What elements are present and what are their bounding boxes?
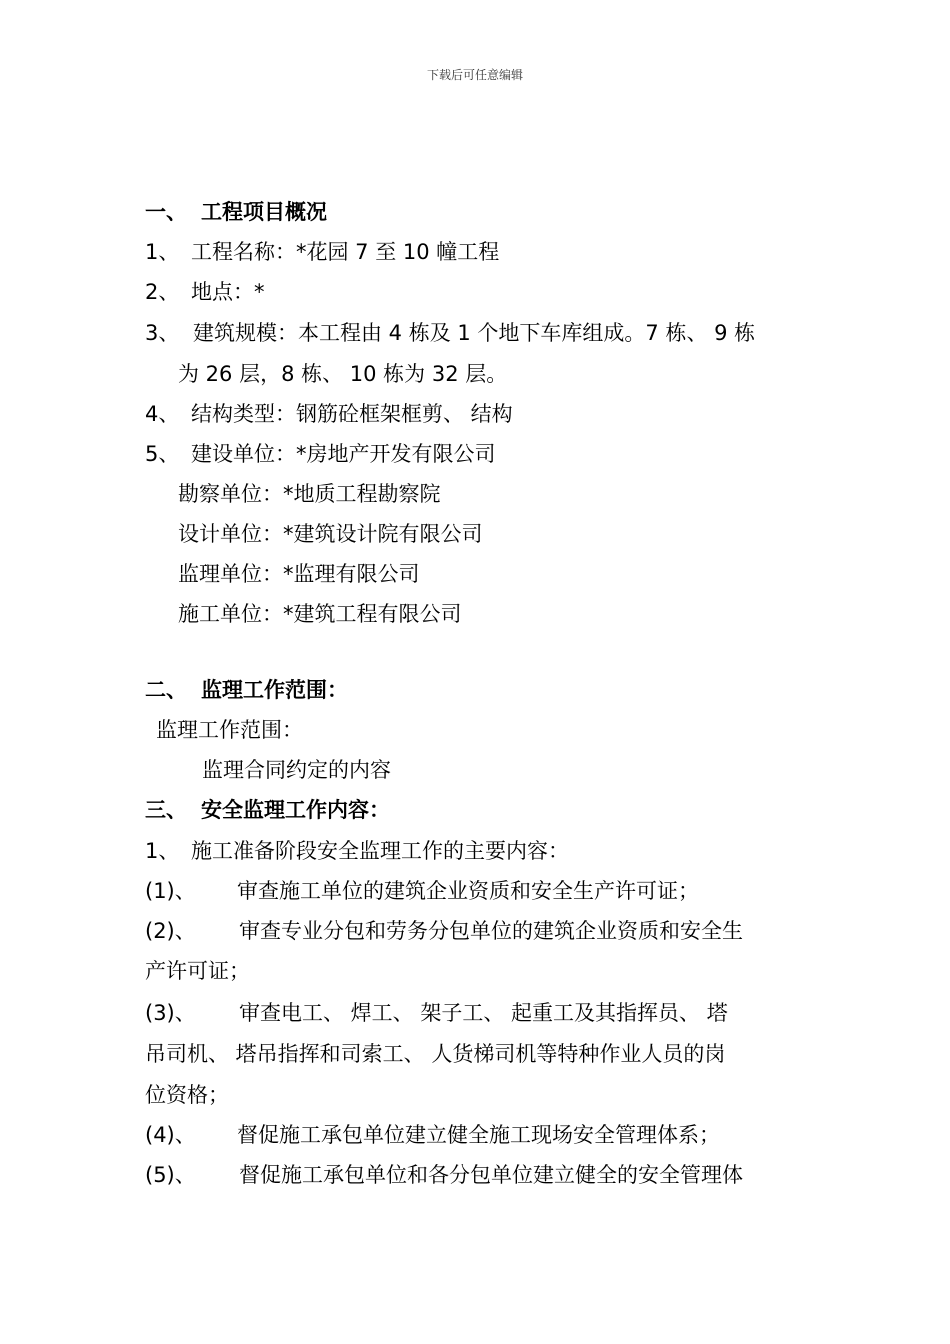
item-project-name: 1、 工程名称：*花园 7 至 10 幢工程 [145, 240, 500, 264]
section-heading-2: 二、 监理工作范围： [145, 678, 348, 702]
item-supervision-unit: 监理单位：*监理有限公司 [178, 562, 420, 586]
subitem-3-cont-2: 位资格； [145, 1083, 229, 1107]
item-structure: 4、 结构类型：钢筋砼框架框剪、 结构 [145, 402, 513, 426]
item-design-unit: 设计单位：*建筑设计院有限公司 [178, 522, 483, 546]
item-scale: 3、 建筑规模：本工程由 4 栋及 1 个地下车库组成。7 栋、 9 栋 [145, 321, 756, 345]
page-header: 下载后可任意编辑 [426, 68, 523, 82]
section-heading-3: 三、 安全监理工作内容： [145, 798, 390, 822]
item-scale-cont: 为 26 层，8 栋、 10 栋为 32 层。 [178, 362, 508, 386]
subitem-5: (5)、 督促施工承包单位和各分包单位建立健全的安全管理体 [145, 1163, 743, 1187]
subitem-3: (3)、 审查电工、 焊工、 架子工、 起重工及其指挥员、 塔 [145, 1001, 728, 1025]
subitem-4: (4)、 督促施工承包单位建立健全施工现场安全管理体系； [145, 1123, 720, 1147]
scope-label: 监理工作范围： [156, 718, 303, 742]
section-heading-1: 一、 工程项目概况 [145, 200, 327, 224]
subitem-1: (1)、 审查施工单位的建筑企业资质和安全生产许可证； [145, 879, 699, 903]
item-survey-unit: 勘察单位：*地质工程勘察院 [178, 482, 441, 506]
subitem-2: (2)、 审查专业分包和劳务分包单位的建筑企业资质和安全生 [145, 919, 743, 943]
subitem-2-cont: 产许可证； [145, 959, 250, 983]
item-location: 2、 地点：* [145, 280, 265, 304]
scope-content: 监理合同约定的内容 [202, 758, 391, 782]
item-owner: 5、 建设单位：*房地产开发有限公司 [145, 442, 496, 466]
item-prep-stage: 1、 施工准备阶段安全监理工作的主要内容： [145, 839, 569, 863]
subitem-3-cont-1: 吊司机、 塔吊指挥和司索工、 人货梯司机等特种作业人员的岗 [145, 1042, 726, 1066]
item-construction-unit: 施工单位：*建筑工程有限公司 [178, 602, 462, 626]
